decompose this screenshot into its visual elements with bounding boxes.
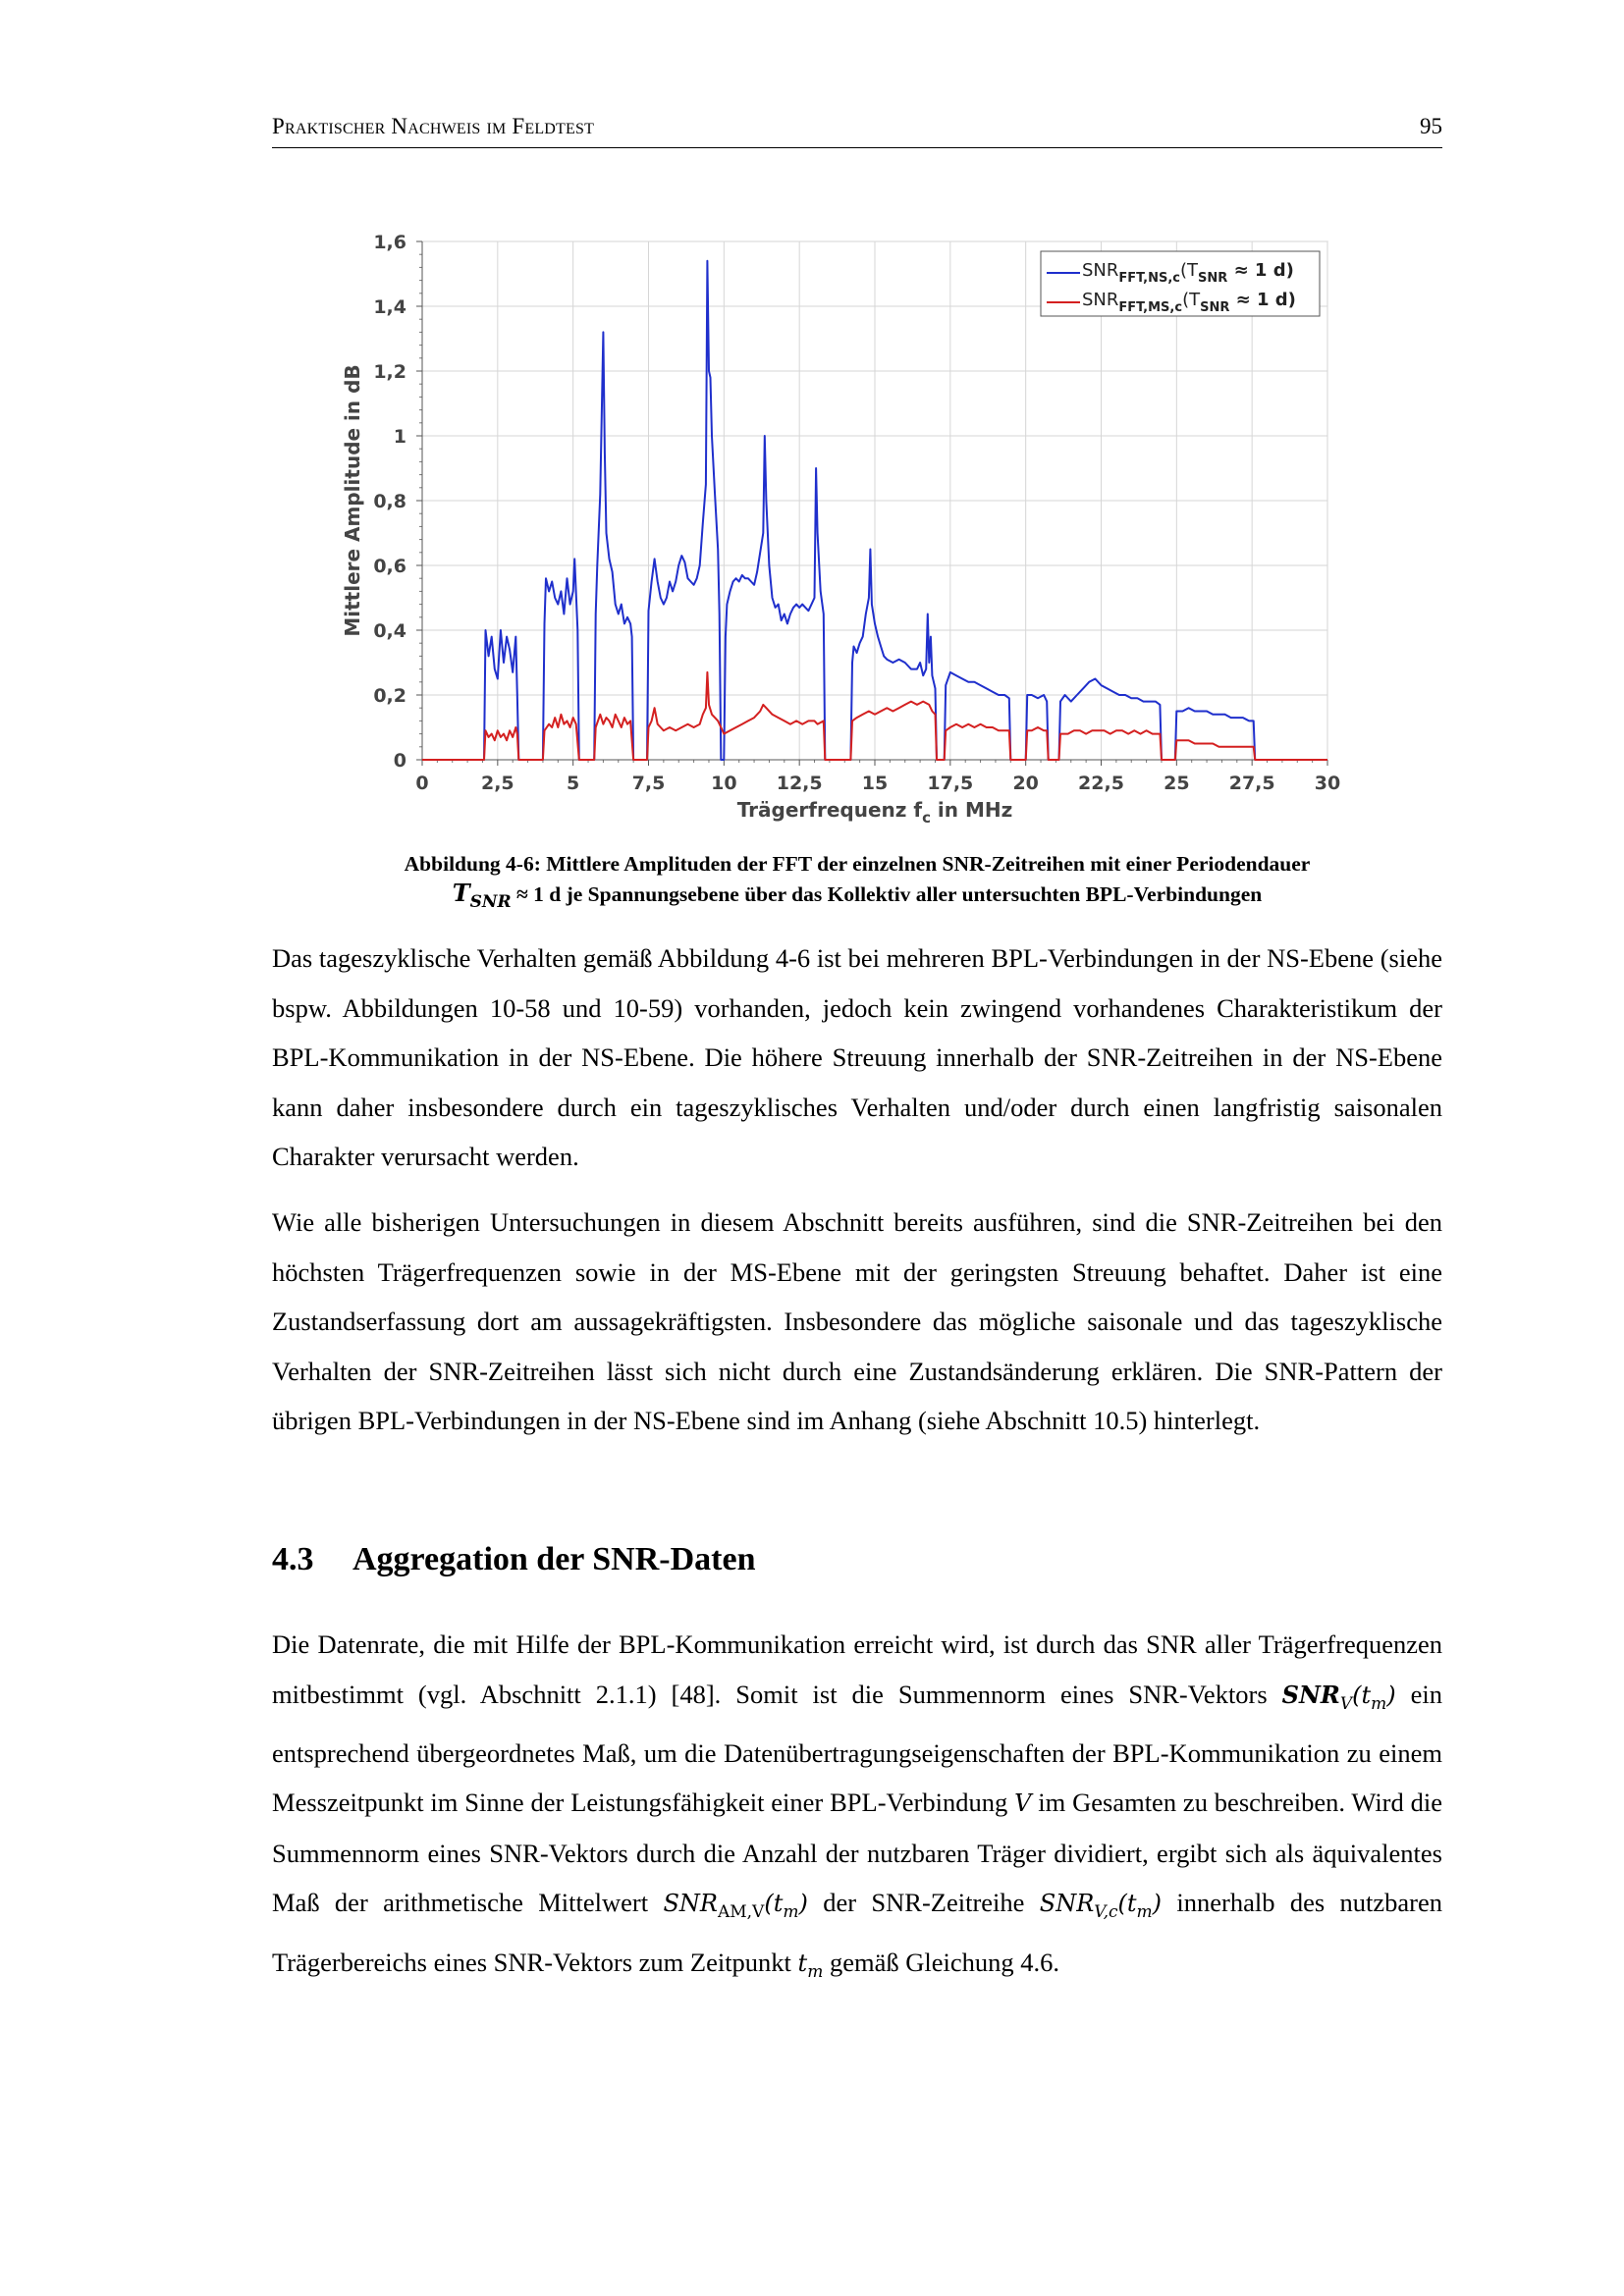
y-tick-label: 0,8 — [373, 491, 406, 512]
x-tick-label: 15 — [861, 773, 889, 794]
x-tick-label: 2,5 — [480, 773, 514, 794]
y-tick-label: 0 — [393, 750, 406, 772]
x-axis-label: Trägerfrequenz $f_c$ in MHz — [736, 798, 1013, 827]
x-tick-label: 5 — [567, 773, 580, 794]
paragraph-1: Das tageszyklische Verhalten gemäß Abbildung 4-6 ist bei mehreren BPL-Verbindungen in der NS-Ebene (siehe bspw. Abbildungen 10-58 und 10-59) vorhanden, jedoch kein zwingend vorhandenes Charakteristikum der BPL-Kommunikation in der NS-Ebene. Die höhere Streuung innerhalb der SNR-Zeitreihen in der NS-Ebene kann daher insbesondere durch ein tageszyklisches Verhalten und/oder durch einen langfristig saisonalen Charakter verursacht werden. — [272, 943, 1442, 1171]
legend-entry-ms: $SNR_{FFT,MS,c}(T_{SNR} \approx 1$ d) — [1082, 290, 1296, 315]
y-tick-label: 1,6 — [373, 232, 406, 253]
y-tick-label: 1 — [393, 426, 406, 448]
x-tick-label: 7,5 — [631, 773, 666, 794]
x-tick-label: 25 — [1164, 773, 1190, 794]
math-snr-v: $SNR_V(t_m)$ — [1281, 1680, 1396, 1714]
y-tick-label: 0,6 — [373, 556, 406, 577]
x-tick-label: 10 — [711, 773, 737, 794]
math-snr-v-c: $SNR_{V,c}(t_m)$ — [1039, 1890, 1163, 1923]
x-tick-label: 12,5 — [776, 773, 823, 794]
y-tick-label: 1,2 — [373, 361, 406, 383]
math-v: V — [1014, 1789, 1032, 1818]
section-number: 4.3 — [272, 1541, 314, 1577]
x-tick-label: 22,5 — [1078, 773, 1124, 794]
figure-4-6 — [334, 224, 1355, 842]
math-t-m: $t_m$ — [797, 1949, 824, 1982]
y-tick-label: 1,4 — [373, 296, 406, 318]
y-axis-label: Mittlere Amplitude in dB — [341, 364, 364, 637]
x-tick-label: 20 — [1012, 773, 1039, 794]
legend-entry-ns: $SNR_{FFT,NS,c}(T_{SNR} \approx 1$ d) — [1082, 260, 1294, 286]
caption-line-2: $T_{SNR} \approx 1$ d je Spannungsebene über das Kollektiv aller untersuchten BPL-Verbindungen — [452, 879, 1263, 912]
running-header — [272, 114, 1442, 148]
page-number: 95 — [1420, 114, 1442, 138]
caption-line-1: Abbildung 4-6: Mittlere Amplituden der FFT der einzelnen SNR-Zeitreihen mit einer Periodendauer — [404, 852, 1311, 876]
section-heading — [272, 1541, 756, 1578]
section-title: Aggregation der SNR-Daten — [352, 1541, 756, 1577]
x-tick-label: 17,5 — [927, 773, 974, 794]
y-tick-label: 0,4 — [373, 620, 406, 642]
figure-caption — [272, 850, 1442, 917]
y-tick-label: 0,2 — [373, 685, 406, 707]
running-title: Praktischer Nachweis im Feldtest — [272, 114, 595, 138]
paragraph-2: Wie alle bisherigen Untersuchungen in diesem Abschnitt bereits ausführen, sind die SNR-Zeitreihen bei den höchsten Trägerfrequenzen sowie in der MS-Ebene mit der geringsten Streuung behaftet. Daher ist eine Zustandserfassung dort am aussagekräftigsten. Insbesondere das mögliche saisonale und das tageszyklische Verhalten der SNR-Zeitreihen lässt sich nicht durch eine Zustandsänderung erklären. Die SNR-Pattern der übrigen BPL-Verbindungen in der NS-Ebene sind im Anhang (siehe Abschnitt 10.5) hinterlegt. — [272, 1207, 1442, 1435]
x-tick-label: 0 — [415, 773, 429, 794]
x-tick-label: 27,5 — [1228, 773, 1275, 794]
x-tick-label: 30 — [1314, 773, 1341, 794]
caption-t-symbol: $T_{SNR}$ — [452, 879, 512, 912]
paragraph-3: Die Datenrate, die mit Hilfe der BPL-Kommunikation erreicht wird, ist durch das SNR aller Trägerfrequenzen mitbestimmt (vgl. Abschnitt 2.1.1) [48]. Somit ist die Summennorm eines SNR-Vektors $SNR_V(t_m)$ ein entsprechend übergeordnetes Maß, um die Datenübertragungseigenschaften der BPL-Kommunikation zu einem Messzeitpunkt im Sinne der Leistungsfähigkeit einer BPL-Verbindung V im Gesamten zu beschreiben. Wird die Summennorm eines SNR-Vektors durch die Anzahl der nutzbaren Träger dividiert, ergibt sich als äquivalentes Maß der arithmetische Mittelwert $SNR_{AM,V}(t_m)$ der SNR-Zeitreihe $SNR_{V,c}(t_m)$ innerhalb des nutzbaren Trägerbereichs eines SNR-Vektors zum Zeitpunkt $t_m$ gemäß Gleichung 4.6. — [272, 1629, 1442, 1982]
math-snr-am-v: $SNR_{AM,V}(t_m)$ — [663, 1890, 808, 1923]
fft-amplitude-chart — [334, 224, 1355, 842]
